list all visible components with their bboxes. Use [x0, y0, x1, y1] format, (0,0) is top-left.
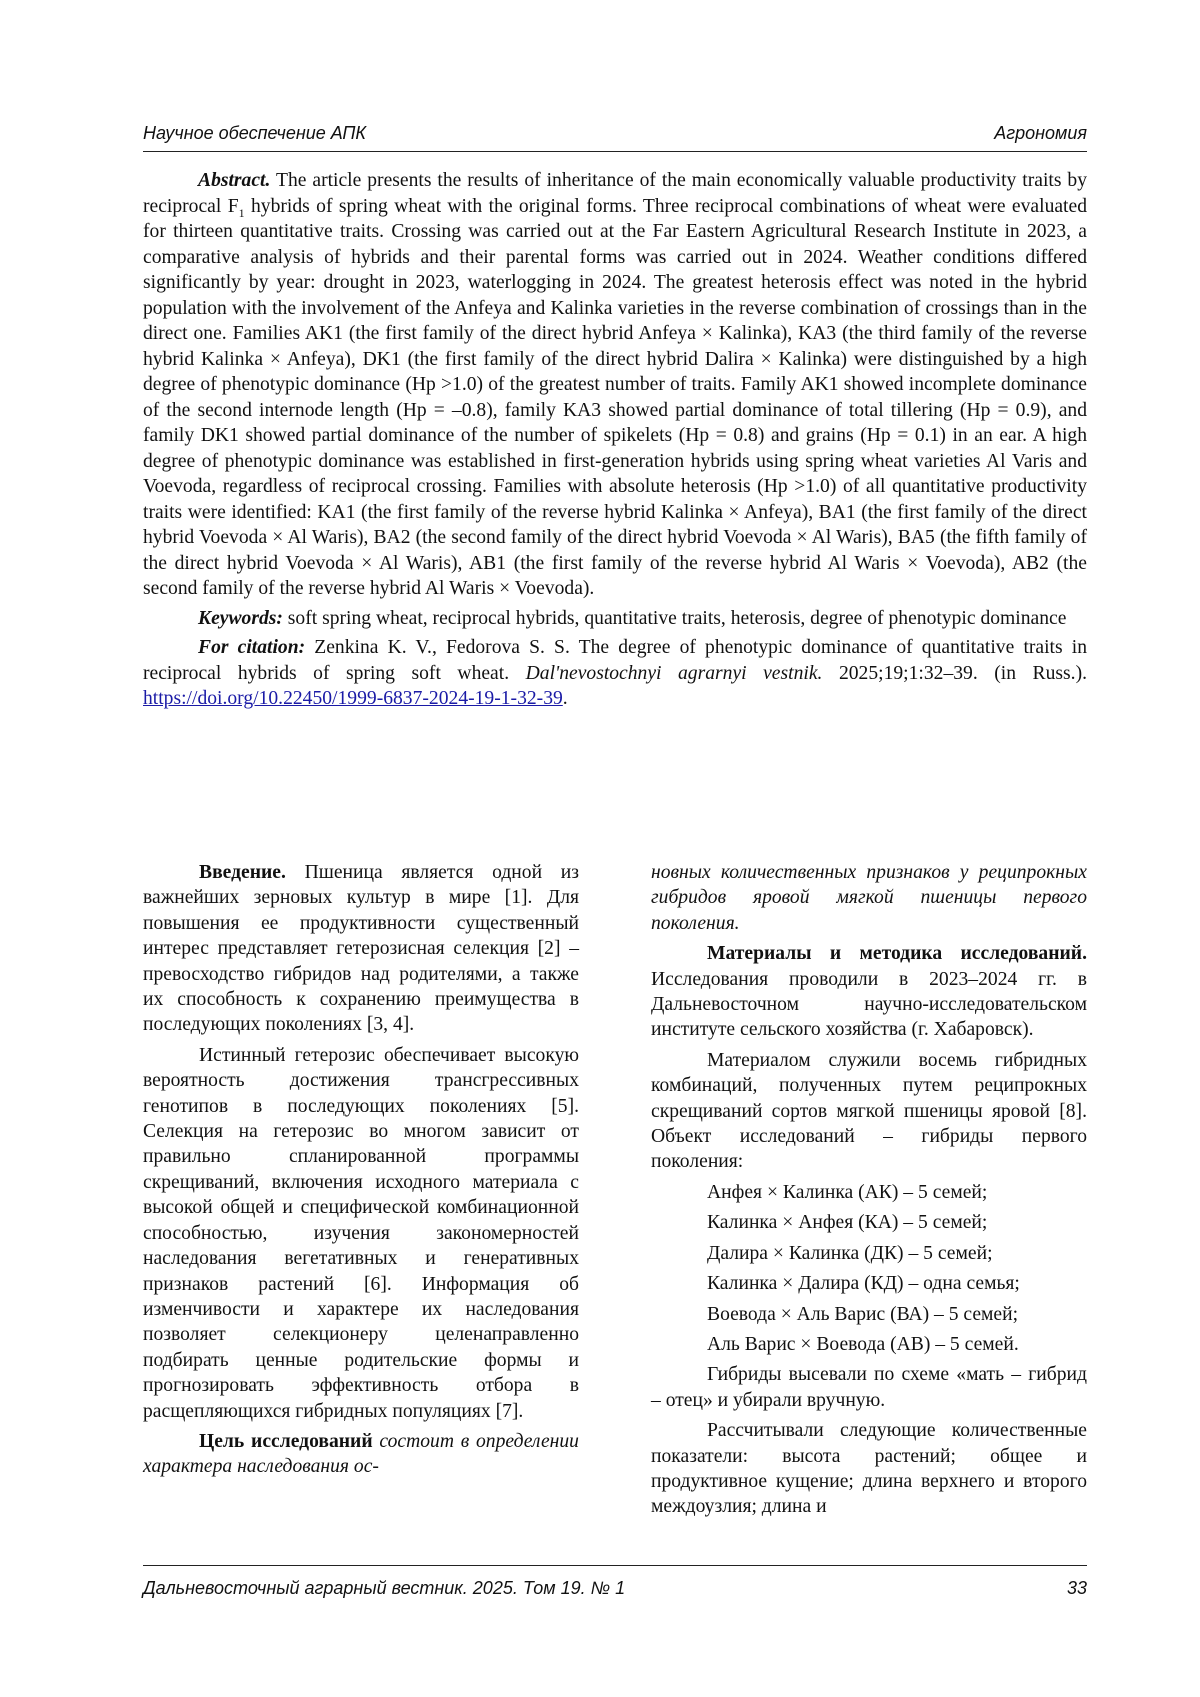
hybrid-item: Калинка × Далира (КД) – одна семья;	[707, 1273, 1020, 1295]
hybrid-item: Воевода × Аль Варис (ВА) – 5 семей;	[707, 1303, 1019, 1325]
methods-paragraph	[651, 941, 1087, 1043]
english-abstract-block	[143, 168, 1087, 716]
abstract-text-a: The article presents the results of inheritance of the main economically valuable productivity traits by reciprocal F	[143, 170, 1087, 217]
citation-text-b: 2025;19;1:32–39. (in Russ.).	[822, 662, 1087, 684]
running-footer	[143, 1578, 1087, 1599]
material-paragraph: Материалом служили восемь гибридных комбинаций, полученных путем реципрокных скрещиваний сортов мягкой пшеницы яровой [8]. Объект исследований – гибриды первого поколения:	[651, 1049, 1087, 1173]
keywords-text: soft spring wheat, reciprocal hybrids, quantitative traits, heterosis, degree of phenotypic dominance	[282, 607, 1067, 629]
header-category: Агрономия	[994, 123, 1087, 143]
abstract-paragraph	[143, 168, 1087, 602]
citation-end: .	[562, 688, 568, 709]
left-column	[143, 860, 579, 1485]
doi-link[interactable]: https://doi.org/10.22450/1999-6837-2024-19-1-32-39	[143, 688, 563, 709]
running-header	[143, 123, 1087, 152]
footer-journal: Дальневосточный аграрный вестник. 2025. Том 19. № 1	[143, 1578, 626, 1598]
calc-paragraph: Рассчитывали следующие количественные показатели: высота растений; общее и продуктивное кущение; длина верхнего и второго междоузлия; длина и	[651, 1420, 1087, 1518]
hybrid-item: Калинка × Анфея (КА) – 5 семей;	[707, 1212, 988, 1234]
right-column	[651, 860, 1087, 1525]
keywords-paragraph	[143, 606, 1087, 632]
hybrid-item: Аль Варис × Воевода (АВ) – 5 семей.	[707, 1333, 1019, 1355]
hybrid-item: Далира × Калинка (ДК) – 5 семей;	[707, 1242, 993, 1264]
sowing-paragraph: Гибриды высевали по схеме «мать – гибрид – отец» и убирали вручную.	[651, 1364, 1087, 1411]
abstract-label: Abstract.	[198, 170, 271, 191]
citation-paragraph	[143, 635, 1087, 712]
intro-paragraph	[143, 860, 579, 1038]
heterosis-paragraph: Истинный гетерозис обеспечивает высокую вероятность достижения трансгрессивных генотипов в последующих поколениях [5]. Селекция на гетерозис во многом зависит от правильно спланированной программы скрещиваний, включения исходного материала с высокой общей и специфической комбинационной способностью, изучения закономерностей наследования вегетативных и генеративных признаков растений [6]. Информация об изменчивости и характере их наследования позволяет селекционеру целенаправленно подбирать ценные родительские формы и прогнозировать эффективность отбора в расщепляющихся гибридных популяциях [7].	[143, 1044, 579, 1422]
header-section: Научное обеспечение АПК	[143, 123, 367, 143]
intro-text: Пшеница является одной из важнейших зерновых культур в мире [1]. Для повышения ее продуктивности существенный интерес представляет гетерозисная селекция [2] – превосходство гибридов над родителями, а также их способность к сохранению преимущества в последующих поколениях [3, 4].	[143, 862, 579, 1036]
aim-label: Цель исследований	[199, 1430, 373, 1452]
citation-text-a: Zenkina K. V., Fedorova S. S. The degree of phenotypic dominance of quantitative traits in reciprocal hybrids of spring soft wheat.	[143, 637, 1087, 684]
keywords-label: Keywords:	[198, 607, 283, 629]
aim-continuation: новных количественных признаков у реципрокных гибридов яровой мягкой пшеницы первого поколения.	[651, 862, 1087, 934]
hybrid-item: Анфея × Калинка (АК) – 5 семей;	[707, 1181, 988, 1203]
intro-label: Введение.	[199, 862, 286, 883]
methods-text: Исследования проводили в 2023–2024 гг. в Дальневосточном научно-исследовательском институте сельского хозяйства (г. Хабаровск).	[651, 968, 1087, 1041]
aim-paragraph	[143, 1429, 579, 1480]
footer-rule	[143, 1565, 1087, 1566]
abstract-subscript: 1	[238, 205, 245, 220]
page-number: 33	[1066, 1578, 1087, 1598]
citation-label: For citation:	[198, 637, 306, 658]
methods-label: Материалы и методика исследований.	[707, 943, 1087, 965]
aim-text: состоит в определении характера наследования ос-	[143, 1430, 579, 1478]
abstract-text-b: hybrids of spring wheat with the original forms. Three reciprocal combinations of wheat were evaluated for thirteen quantitative traits. Crossing was carried out at the Far Eastern Agricultural Research Institute in 2023, a comparative analysis of hybrids and their parental forms was carried out in 2024. Weather conditions differed significantly by year: drought in 2023, waterlogging in 2024. The greatest heterosis effect was noted in the hybrid population with the involvement of the Anfeya and Kalinka varieties in the reverse combination of crossings than in the direct one. Families AK1 (the first family of the direct hybrid Anfeya × Kalinka), KA3 (the third family of the reverse hybrid Kalinka × Anfeya), DK1 (the first family of the direct hybrid Dalira × Kalinka) were distinguished by a high degree of phenotypic dominance (Hp >1.0) of the greatest number of traits. Family AK1 showed incomplete dominance of the second internode length (Hp = –0.8), family KA3 showed partial dominance of total tillering (Hp = 0.9), and family DK1 showed partial dominance of the number of spikelets (Hp = 0.8) and grains (Hp = 0.1) in an ear. A high degree of phenotypic dominance was established in first-generation hybrids using spring wheat varieties Al Varis and Voevoda, regardless of reciprocal crossing. Families with absolute heterosis (Hp >1.0) of all quantitative productivity traits were identified: KA1 (the first family of the reverse hybrid Kalinka × Anfeya), BA1 (the first family of the direct hybrid Voevoda × Al Waris), BA2 (the second family of the direct hybrid Voevoda × Al Waris), BA5 (the fifth family of the direct hybrid Voevoda × Al Waris), AB1 (the first family of the reverse hybrid Al Waris × Voevoda), AB2 (the second family of the reverse hybrid Al Waris × Voevoda).	[143, 195, 1087, 599]
citation-journal: Dal'nevostochnyi agrarnyi vestnik.	[525, 662, 823, 684]
